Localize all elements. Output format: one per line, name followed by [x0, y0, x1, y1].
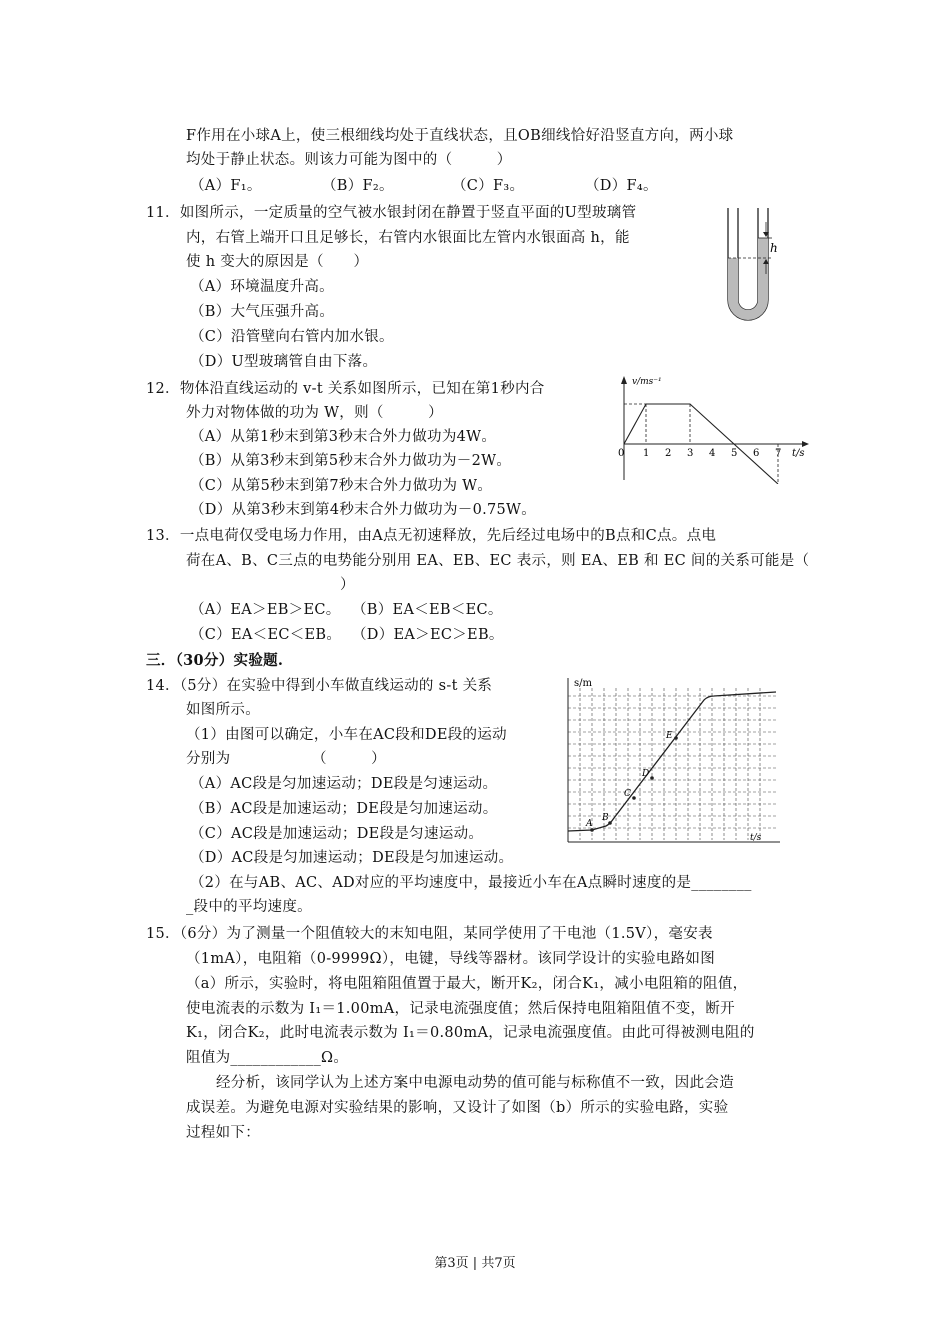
q14-line2: 如图所示。	[186, 702, 260, 718]
point-e-dot	[674, 736, 678, 740]
q12-line1: 12．物体沿直线运动的 v-t 关系如图所示，已知在第1秒内合	[146, 381, 545, 397]
page-footer: 第3页 | 共7页	[434, 1256, 516, 1271]
q14-part2-line1: （2）在与AB、AC、AD对应的平均速度中，最接近小车在A点瞬时速度的是________	[190, 875, 752, 891]
q13-option-a: （A）EA＞EB＞EC。	[190, 602, 341, 618]
vt-tick-6: 6	[753, 448, 760, 459]
q13-line3: ）	[340, 577, 355, 593]
q14-option-d: （D）AC段是匀加速运动；DE段是匀加速运动。	[190, 850, 514, 866]
q14-option-c: （C）AC段是加速运动；DE段是匀速运动。	[190, 826, 484, 842]
q11-option-c: （C）沿管壁向右管内加水银。	[190, 329, 394, 345]
point-c-label: C	[624, 789, 631, 799]
point-e-label: E	[666, 731, 673, 741]
vt-tick-1: 1	[643, 448, 650, 459]
mercury-column	[728, 238, 768, 320]
q10-option-a: （A）F₁。	[190, 178, 262, 194]
q14-line4: 分别为 （ ）	[186, 751, 386, 767]
vt-y-arrow	[621, 376, 627, 384]
vt-x-label: t/s	[792, 448, 805, 459]
vt-tick-5: 5	[731, 448, 738, 459]
q15-line4: 使电流表的示数为 I₁＝1.00mA，记录电流强度值；然后保持电阻箱阻值不变，断开	[186, 1001, 735, 1017]
point-b-dot	[608, 821, 612, 825]
q15-line5: K₁，闭合K₂，此时电流表示数为 I₁＝0.80mA，记录电流强度值。由此可得被测电阻的	[186, 1025, 755, 1041]
q13-line2: 荷在A、B、C三点的电势能分别用 EA、EB、EC 表示，则 EA、EB 和 EC 间的关系可能是（	[186, 553, 810, 569]
vt-graph	[612, 372, 812, 484]
q15-para2-line1: 经分析，该同学认为上述方案中电源电动势的值可能与标称值不一致，因此会造	[216, 1075, 734, 1091]
q11-option-b: （B）大气压强升高。	[190, 304, 335, 320]
q10-line1: F作用在小球A上，使三根细线均处于直线状态，且OB细线恰好沿竖直方向，两小球	[186, 128, 734, 144]
q12-option-c: （C）从第5秒末到第7秒末合外力做功为 W。	[190, 478, 493, 494]
q11-line1: 11．如图所示，一定质量的空气被水银封闭在静置于竖直平面的U型玻璃管	[146, 205, 637, 221]
q13-option-c: （C）EA＜EC＜EB。	[190, 627, 342, 643]
st-y-label: s/m	[574, 678, 592, 689]
q10-option-c: （C）F₃。	[452, 178, 525, 194]
vt-y-label: v/ms⁻¹	[632, 377, 662, 387]
q14-line3: （1）由图可以确定，小车在AC段和DE段的运动	[186, 727, 507, 743]
q11-option-d: （D）U型玻璃管自由下落。	[190, 354, 378, 370]
point-a-label: A	[586, 819, 593, 829]
q11-line3: 使 h 变大的原因是（ ）	[186, 254, 369, 270]
vt-tick-0: 0	[618, 448, 625, 459]
q15-line1: 15．（6分）为了测量一个阻值较大的末知电阻，某同学使用了干电池（1.5V），毫安表	[146, 926, 713, 942]
u-tube-figure	[720, 200, 790, 330]
q14-option-a: （A）AC段是匀加速运动；DE段是匀速运动。	[190, 776, 498, 792]
q12-option-b: （B）从第3秒末到第5秒末合外力做功为－2W。	[190, 453, 512, 469]
q11-option-a: （A）环境温度升高。	[190, 279, 334, 295]
vt-tick-3: 3	[687, 448, 694, 459]
q13-line1: 13．一点电荷仅受电场力作用，由A点无初速释放，先后经过电场中的B点和C点。点电	[146, 528, 717, 544]
st-graph	[562, 674, 782, 848]
q12-option-a: （A）从第1秒末到第3秒末合外力做功为4W。	[190, 429, 497, 445]
vt-tick-2: 2	[665, 448, 672, 459]
q15-line2: （1mA），电阻箱（0-9999Ω），电键，导线等器材。该同学设计的实验电路如图	[186, 951, 715, 967]
q13-option-b: （B）EA＜EB＜EC。	[352, 602, 503, 618]
st-grid	[568, 688, 776, 840]
q12-option-d: （D）从第3秒末到第4秒末合外力做功为－0.75W。	[190, 502, 537, 518]
q10-option-d: （D）F₄。	[585, 178, 658, 194]
h-label: h	[770, 241, 778, 255]
q15-para2-line2: 成误差。为避免电源对实验结果的影响，又设计了如图（b）所示的实验电路，实验	[186, 1100, 729, 1116]
q15-para2-line3: 过程如下：	[186, 1125, 260, 1141]
st-x-label: t/s	[750, 833, 762, 843]
vt-tick-7: 7	[775, 448, 782, 459]
point-d-dot	[650, 776, 654, 780]
u-tube-inner	[738, 208, 758, 310]
st-curve	[568, 692, 776, 831]
point-d-label: D	[642, 769, 650, 779]
vt-x-arrow	[802, 441, 809, 447]
q14-line1: 14．（5分）在实验中得到小车做直线运动的 s-t 关系	[146, 678, 493, 694]
q12-line2: 外力对物体做的功为 W，则（ ）	[186, 405, 443, 421]
vt-tick-4: 4	[709, 448, 716, 459]
point-b-label: B	[602, 813, 609, 823]
point-c-dot	[632, 796, 636, 800]
q15-line6: 阻值为____________Ω。	[186, 1050, 349, 1066]
section3-title: 三．（30分）实验题.	[146, 652, 284, 669]
q11-line2: 内，右管上端开口且足够长，右管内水银面比左管内水银面高 h，能	[186, 230, 630, 246]
q15-line3: （a）所示，实验时，将电阻箱阻值置于最大，断开K₂，闭合K₁，减小电阻箱的阻值，	[186, 976, 748, 992]
q13-option-d: （D）EA＞EC＞EB。	[352, 627, 504, 643]
q10-option-b: （B）F₂。	[322, 178, 394, 194]
q14-part2-line2: _段中的平均速度。	[186, 899, 312, 915]
q14-option-b: （B）AC段是加速运动；DE段是匀加速运动。	[190, 801, 498, 817]
q10-line2: 均处于静止状态。则该力可能为图中的（ ）	[186, 152, 512, 168]
